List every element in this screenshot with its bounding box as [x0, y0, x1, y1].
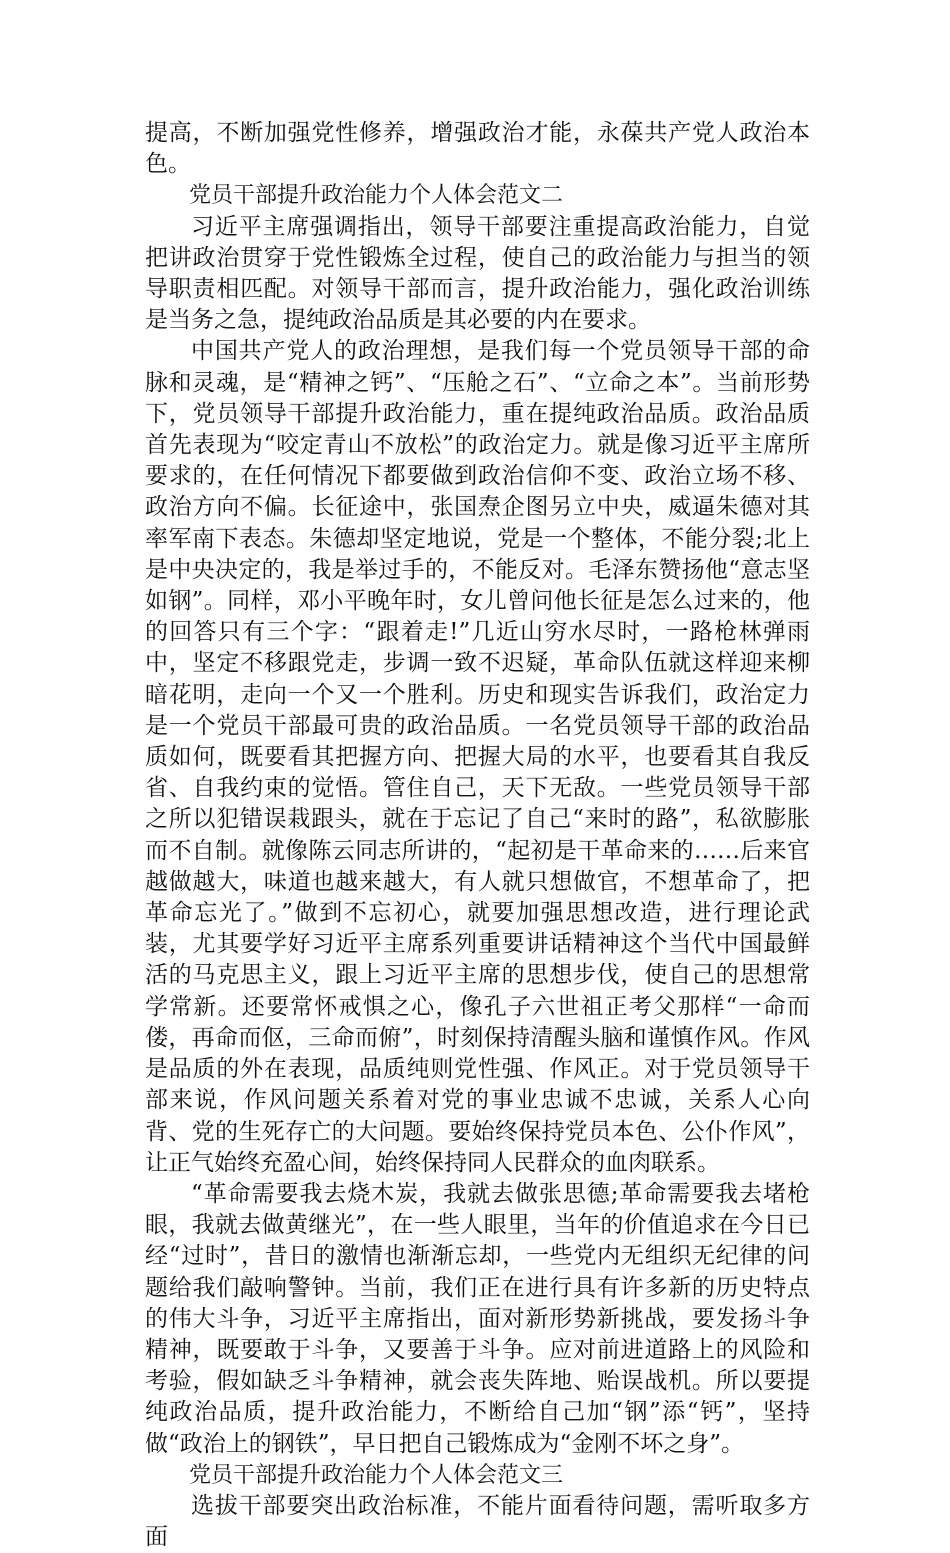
document-page — [145, 118, 810, 1553]
paragraph-struggle-spirit: “革命需要我去烧木炭，我就去做张思德;革命需要我去堵枪眼，我就去做黄继光”，在一些人眼里，当年的价值追求在今日已经“过时”，昔日的激情也渐渐忘却，一些党内无组织无纪律的问题给我们敲响警钟。当前，我们正在进行具有许多新的历史特点的伟大斗争，习近平主席指出，面对新形势新挑战，要发扬斗争精神，既要敢于斗争，又要善于斗争。应对前进道路上的风险和考验，假如缺乏斗争精神，就会丧失阵地、贻误战机。所以要提纯政治品质，提升政治能力，不断给自己加“钢”添“钙”，坚持做“政治上的钢铁”，早日把自己锻炼成为“金刚不坏之身”。 — [145, 1180, 810, 1457]
paragraph-intro: 习近平主席强调指出，领导干部要注重提高政治能力，自觉把讲政治贯穿于党性锻炼全过程，使自己的政治能力与担当的领导职责相匹配。对领导干部而言，提升政治能力，强化政治训练是当务之急，提纯政治品质是其必要的内在要求。 — [145, 213, 810, 334]
paragraph-political-quality: 中国共产党人的政治理想，是我们每一个党员领导干部的命脉和灵魂，是“精神之钙”、“压舱之石”、“立命之本”。当前形势下，党员领导干部提升政治能力，重在提纯政治品质。政治品质首先表现为“咬定青山不放松”的政治定力。就是像习近平主席所要求的，在任何情况下都要做到政治信仰不变、政治立场不移、政治方向不偏。长征途中，张国焘企图另立中央，威逼朱德对其率军南下表态。朱德却坚定地说，党是一个整体，不能分裂;北上是中央决定的，我是举过手的，不能反对。毛泽东赞扬他“意志坚如钢”。同样，邓小平晚年时，女儿曾问他长征是怎么过来的，他的回答只有三个字：“跟着走!”几近山穷水尽时，一路枪林弹雨中，坚定不移跟党走，步调一致不迟疑，革命队伍就这样迎来柳暗花明，走向一个又一个胜利。历史和现实告诉我们，政治定力是一个党员干部最可贵的政治品质。一名党员领导干部的政治品质如何，既要看其把握方向、把握大局的水平，也要看其自我反省、自我约束的觉悟。管住自己，天下无敌。一些党员领导干部之所以犯错误栽跟头，就在于忘记了自己“来时的路”，私欲膨胀而不自制。就像陈云同志所讲的，“起初是干革命来的……后来官越做越大，味道也越来越大，有人就只想做官，不想革命了，把革命忘光了。”做到不忘初心，就要加强思想改造，进行理论武装，尤其要学好习近平主席系列重要讲话精神这个当代中国最鲜活的马克思主义，跟上习近平主席的思想步伐，使自己的思想常学常新。还要常怀戒惧之心，像孔子六世祖正考父那样“一命而偻，再命而伛，三命而俯”，时刻保持清醒头脑和谨慎作风。作风是品质的外在表现，品质纯则党性强、作风正。对于党员领导干部来说，作风问题关系着对党的事业忠诚不忠诚，关系人心向背、党的生死存亡的大问题。要始终保持党员本色、公仆作风”，让正气始终充盈心间，始终保持同人民群众的血肉联系。 — [145, 338, 810, 1176]
section-heading-two: 党员干部提升政治能力个人体会范文二 — [189, 183, 564, 209]
paragraph-cadre-selection: 选拔干部要突出政治标准，不能片面看待问题，需听取多方面 — [145, 1492, 810, 1551]
paragraph-continuation: 提高，不断加强党性修养，增强政治才能，永葆共产党人政治本色。 — [145, 120, 810, 178]
section-heading-three: 党员干部提升政治能力个人体会范文三 — [189, 1462, 564, 1488]
